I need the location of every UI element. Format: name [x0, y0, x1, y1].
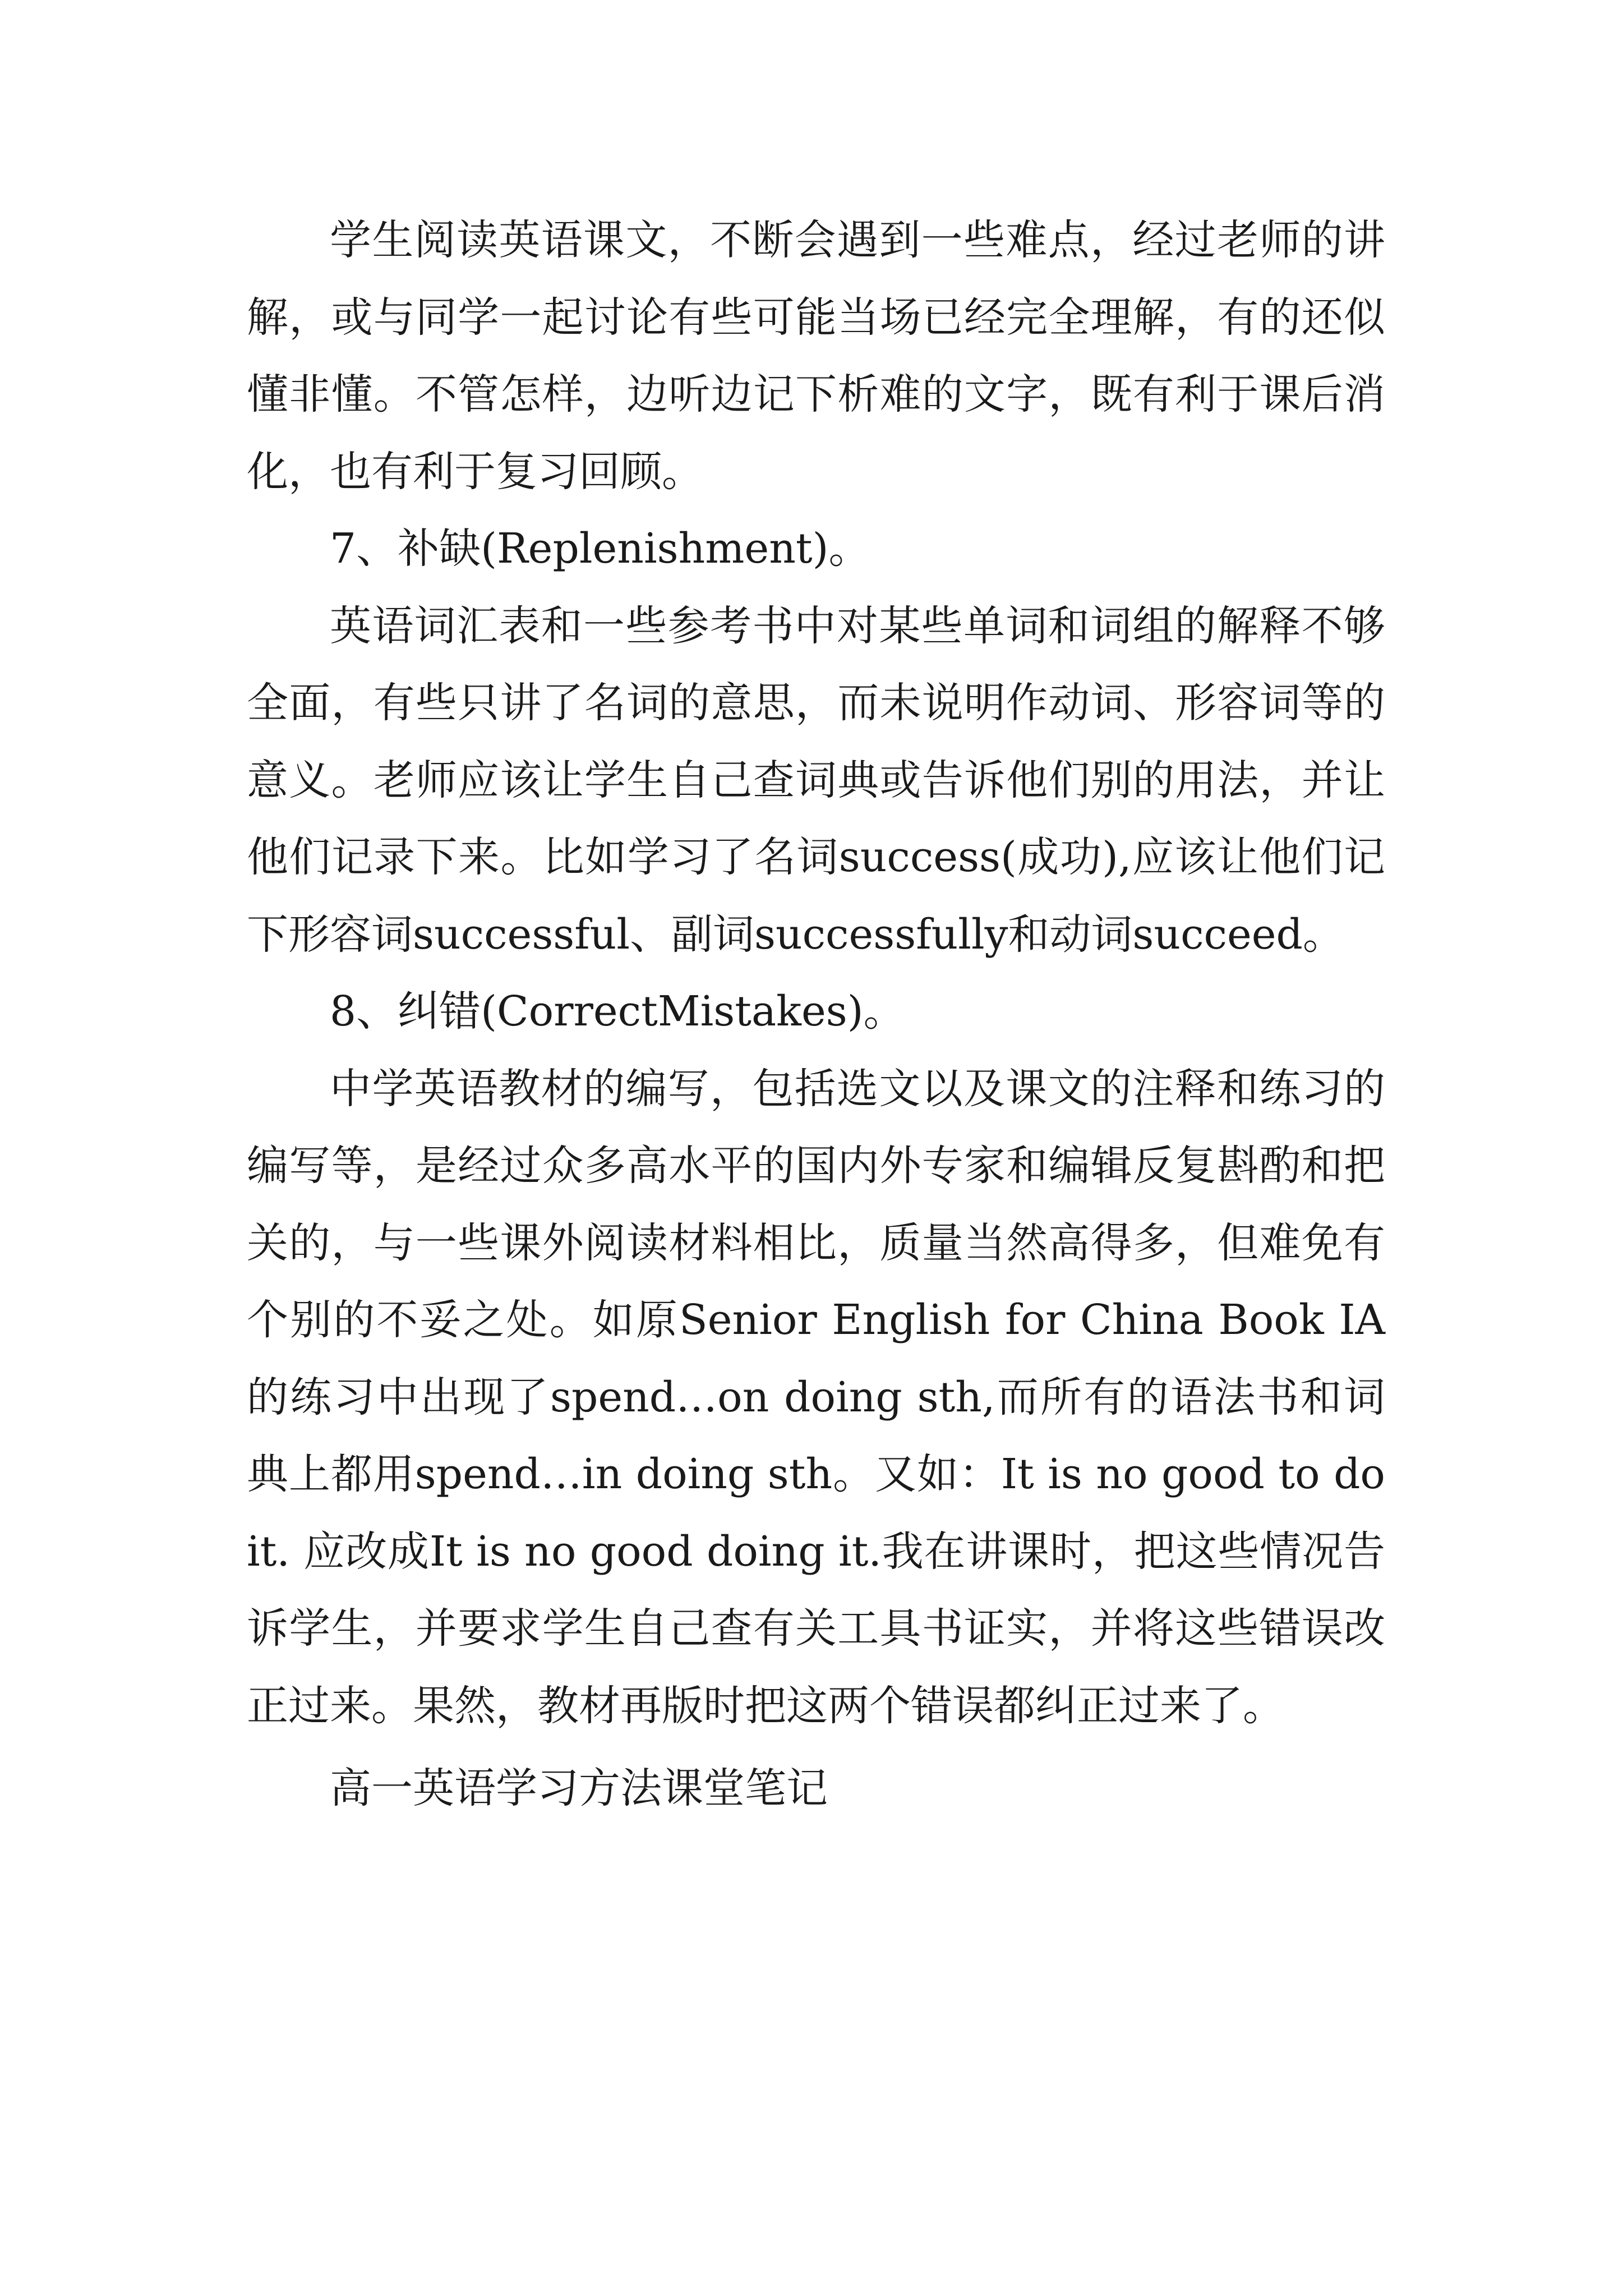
document-body — [247, 202, 1385, 1828]
paragraph-review-notes: 学生阅读英语课文，不断会遇到一些难点，经过老师的讲解，或与同学一起讨论有些可能当场已经完全理解，有的还似懂非懂。不管怎样，边听边记下析难的文字，既有利于课后消化，也有利于复习回顾。 — [247, 216, 1385, 496]
paragraph-correct-mistakes: 中学英语教材的编写，包括选文以及课文的注释和练习的编写等，是经过众多高水平的国内外专家和编辑反复斟酌和把关的，与一些课外阅读材料相比，质量当然高得多，但难免有个别的不妥之处。如原Senior English for China Book IA的练习中出现了spend…on doing sth,而所有的语法书和词典上都用spend…in doing sth。又如：It is no good to do it. 应改成It is no good doing it.我在讲课时，把这些情况告诉学生，并要求学生自己查有关工具书证实，并将这些错误改正过来。果然，教材再版时把这两个错误都纠正过来了。 — [247, 1064, 1385, 1730]
paragraph-replenishment: 英语词汇表和一些参考书中对某些单词和词组的解释不够全面，有些只讲了名词的意思，而未说明作动词、形容词等的意义。老师应该让学生自己查词典或告诉他们别的用法，并让他们记录下来。比如学习了名词success(成功),应该让他们记下形容词successful、副词successfully和动词succeed。 — [247, 601, 1385, 959]
section-heading-replenishment: 7、补缺(Replenishment)。 — [330, 524, 870, 573]
section-heading-correct-mistakes: 8、纠错(CorrectMistakes)。 — [330, 987, 905, 1036]
next-article-title: 高一英语学习方法课堂笔记 — [330, 1764, 828, 1812]
